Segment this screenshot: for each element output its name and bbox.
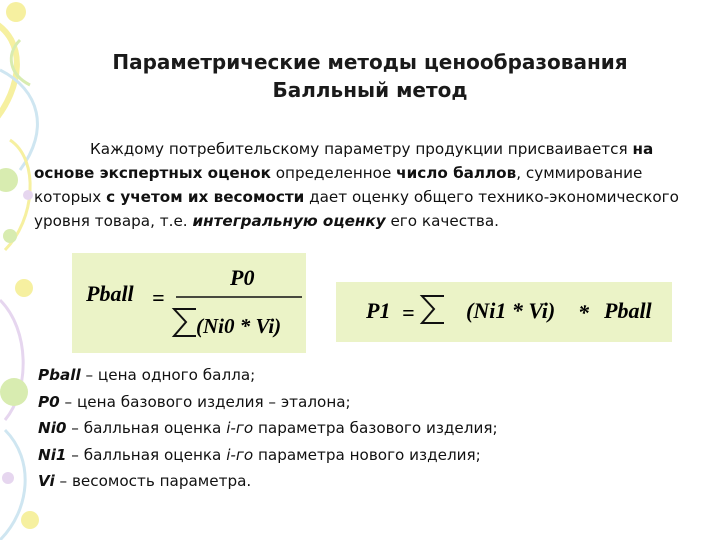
- symbol-legend: [38, 362, 698, 495]
- decor-dot: [3, 229, 17, 243]
- legend-item-ni0: [38, 415, 698, 442]
- formula-1-denominator: (Ni0 * Vi): [196, 314, 282, 338]
- para-text-5: его качества.: [385, 212, 499, 230]
- formula-new-product-price: [336, 282, 672, 342]
- decor-dot: [0, 378, 28, 406]
- formula-1-equals: =: [152, 285, 165, 310]
- para-bold-points: число баллов: [396, 164, 517, 182]
- para-text-4: дает оценку общего технико-экономического уровня товара, т.е.: [34, 188, 679, 230]
- decor-dot: [15, 279, 33, 297]
- para-text-3: , суммирование которых: [34, 164, 643, 206]
- formula-1-lhs: Pball: [86, 281, 134, 306]
- legend-emphasis: i-го: [226, 445, 254, 464]
- para-bold-weights: с учетом их весомости: [106, 188, 305, 206]
- title-line-2: Балльный метод: [272, 78, 468, 102]
- para-text-1: Каждому потребительскому параметру продукции присваивается: [90, 140, 633, 158]
- decor-swirl-blue-2: [0, 430, 25, 540]
- description-paragraph: [34, 137, 694, 233]
- formula-price-per-point: [72, 253, 306, 353]
- legend-symbol: Vi: [38, 472, 55, 490]
- legend-text: параметра нового изделия;: [253, 445, 481, 464]
- formula-2-times: *: [578, 300, 589, 325]
- legend-item-pball: [38, 362, 698, 389]
- formula-2-lhs: P1: [366, 298, 391, 323]
- sigma-icon: [422, 296, 444, 323]
- formula-1-svg: [72, 253, 306, 353]
- legend-item-p0: [38, 389, 698, 416]
- legend-emphasis: i-го: [226, 419, 254, 437]
- legend-symbol: Ni1: [38, 445, 67, 464]
- legend-symbol: Ni0: [38, 419, 67, 437]
- para-bold-expert-estimates: на основе экспертных оценок: [34, 140, 654, 182]
- formula-2-equals: =: [402, 300, 415, 325]
- decor-dot: [2, 472, 14, 484]
- legend-text: – балльная оценка: [66, 445, 227, 464]
- legend-text: – цена базового изделия – эталона;: [59, 392, 351, 411]
- legend-symbol: Pball: [38, 366, 81, 384]
- decor-dot: [23, 190, 33, 200]
- formula-2-rhs: Pball: [604, 298, 652, 323]
- legend-item-vi: [38, 468, 698, 495]
- legend-text: – балльная оценка: [66, 419, 227, 437]
- para-bold-integral: интегральную оценку: [192, 212, 386, 230]
- formula-1-numerator: P0: [230, 265, 255, 290]
- formula-2-sum-body: (Ni1 * Vi): [466, 298, 556, 323]
- legend-text: параметра базового изделия;: [253, 419, 498, 437]
- legend-symbol: P0: [38, 392, 60, 411]
- title-line-1: Параметрические методы ценообразования: [112, 50, 628, 74]
- formula-2-svg: [336, 282, 672, 342]
- decor-dot: [0, 168, 18, 192]
- decor-dot: [6, 2, 26, 22]
- decor-dot: [21, 511, 39, 529]
- decor-swirl-blue: [0, 70, 37, 170]
- para-text-2: определенное: [270, 164, 397, 182]
- legend-item-ni1: [38, 442, 698, 469]
- slide-title: [40, 48, 700, 104]
- legend-text: – весомость параметра.: [54, 472, 252, 490]
- legend-text: – цена одного балла;: [80, 366, 256, 384]
- sigma-icon: [174, 309, 196, 336]
